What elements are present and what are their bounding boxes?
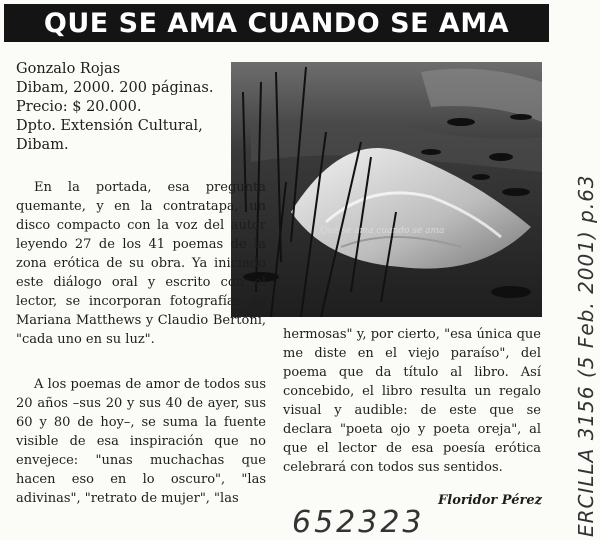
book-author: Gonzalo Rojas <box>16 61 121 77</box>
book-publisher: Dibam, 2000. 200 páginas. <box>16 80 214 96</box>
handwritten-number: 652323 <box>292 505 425 540</box>
handwritten-source-note: ERCILLA 3156 (5 Feb. 2001) p.63 <box>574 174 598 537</box>
book-department-cont: Dibam. <box>16 137 69 153</box>
water-reeds-image <box>231 62 542 317</box>
headline-bar <box>4 4 549 42</box>
article-signature: Floridor Pérez <box>438 493 542 508</box>
book-price: Precio: $ 20.000. <box>16 99 142 115</box>
article-paragraph: hermosas" y, por cierto, "esa única que me diste en el viejo paraíso", del poema que da título al libro. Así concebido, el libro resulta un regalo visual y audible: de este que se declara "poeta ojo y poeta oreja", al que el lector de esa poesía erótica celebrará con todos sus sentidos. <box>283 327 541 475</box>
article-column-right <box>283 325 541 477</box>
article-column-left <box>16 178 266 349</box>
article-column-left-second <box>16 375 266 508</box>
article-paragraph: En la portada, esa pregunta quemante, y en la contratapa, un disco compacto con la voz del autor leyendo 27 de los 41 poemas de la zona erótica de su obra. Ya iniciado este diálogo oral y escrito con el lector, se incorporan fotografías de Mariana Matthews y Claudio Bertoni, "cada uno en su luz". <box>16 180 266 347</box>
book-metadata <box>16 60 231 155</box>
book-department: Dpto. Extensión Cultural, <box>16 118 203 134</box>
photo-caption: Qué se ama cuando se ama <box>320 226 445 236</box>
headline: QUE SE AMA CUANDO SE AMA <box>43 7 510 39</box>
cover-photo <box>231 62 542 317</box>
article-paragraph: A los poemas de amor de todos sus 20 años –sus 20 y sus 40 de ayer, sus 60 y 80 de hoy–, se suma la fuente visible de esa inspiración que no envejece: "unas muchachas que hacen eso en lo oscuro", "las adivinas", "retrato de mujer", "las <box>16 377 266 506</box>
